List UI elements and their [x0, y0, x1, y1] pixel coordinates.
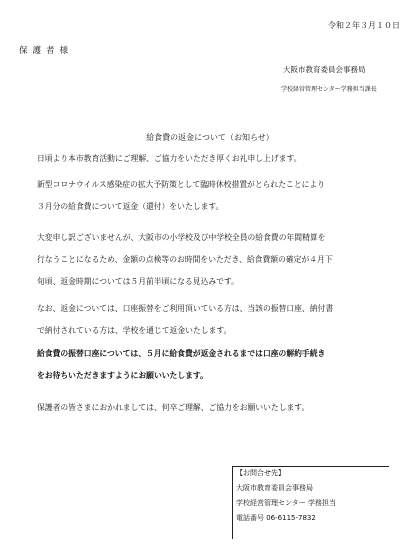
document-title: 給食費の返金について（お知らせ） [146, 133, 274, 142]
paragraph-line: 保護者の皆さまにおかれましては、何卒ご理解、ご協力をお願いいたします。 [37, 403, 310, 412]
paragraph-line: 新型コロナウイルス感染症の拡大予防策として臨時休校措置がとられたことにより [37, 180, 326, 189]
sender-organization: 大阪市教育委員会事務局 [283, 65, 366, 74]
paragraph-refund-reason [37, 174, 395, 218]
paragraph-line: 行なうことになるため、金額の点検等のお時間をいただき、給食費額の確定が４月下 [37, 255, 333, 264]
contact-heading: 【お問合せ先】 [236, 469, 285, 477]
contact-organization: 大阪市教育委員会事務局 [236, 484, 313, 492]
paragraph-refund-method [37, 298, 395, 342]
paragraph-refund-timing [37, 227, 395, 293]
paragraph-line: ３月分の給食費について返金（還付）をいたします。 [37, 202, 224, 211]
contact-phone: 電話番号 06-6115-7832 [236, 514, 316, 522]
paragraph-closing [37, 397, 395, 419]
paragraph-line: なお、返金については、口座振替をご利用頂いている方は、当該の振替口座、納付書 [37, 304, 334, 313]
paragraph-line: 大変申し訳ございませんが、大阪市の小学校及び中学校全員の給食費の年間精算を [37, 233, 326, 242]
paragraph-greeting [37, 148, 395, 170]
paragraph-line: 日頃より本市教育活動にご理解、ご協力をいただき厚くお礼申し上げます。 [37, 154, 302, 163]
paragraph-line: で納付されている方は、学校を通じて返金いたします。 [37, 326, 232, 335]
sender-department: 学校経営管理センター学務担当課長 [281, 86, 377, 93]
paragraph-account-notice [37, 343, 395, 387]
contact-department: 学校経営管理センター 学務担当 [236, 499, 336, 507]
paragraph-line: をお待ちいただきますようにお願いいたします。 [37, 371, 208, 380]
contact-box [232, 466, 389, 539]
paragraph-line: 旬頃、返金時期については５月前半頃になる見込みです。 [37, 277, 239, 286]
issue-date: 令和２年３月１０日 [328, 21, 400, 30]
addressee: 保護者様 [19, 46, 74, 56]
paragraph-line: 給食費の振替口座については、５月に給食費が返金されるまでは口座の解約手続き [37, 349, 326, 358]
